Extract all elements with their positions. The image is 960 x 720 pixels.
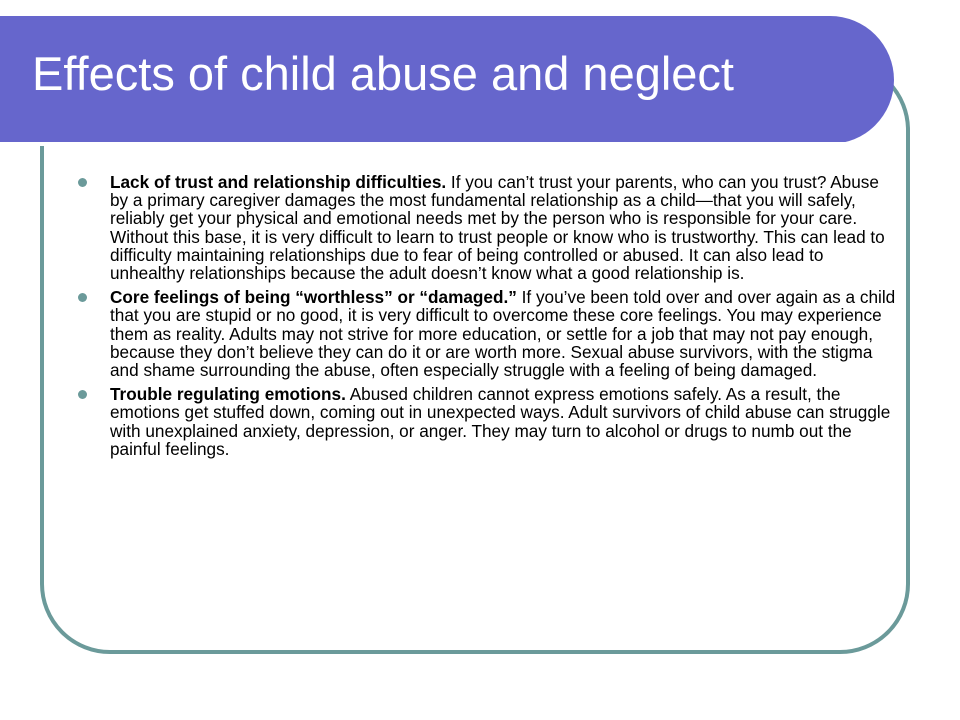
bullet-dot-icon — [78, 293, 87, 302]
bullet-text: Abused children cannot express emotions safely. As a result, the emotions get stuffed down, coming out in unexpected ways. Adult survivors of child abuse can struggle with unexplained anxiety, depression, or anger. They may turn to alcohol or drugs to numb out the painful feelings. — [110, 384, 891, 459]
bullet-heading: Core feelings of being “worthless” or “damaged.” — [110, 287, 517, 308]
bullet-dot-icon — [78, 390, 87, 399]
bullet-list — [76, 173, 896, 464]
bullet-dot-icon — [78, 178, 87, 187]
bullet-text: If you can’t trust your parents, who can you trust? Abuse by a primary caregiver damages the most fundamental relationship as a child—that you will safely, reliably get your physical and emotional needs met by the person who is responsible for your care. Without this base, it is very difficult to learn to trust people or know who is trustworthy. This can lead to difficulty maintaining relationships due to fear of being controlled or abused. It can also lead to unhealthy relationships because the adult doesn’t know what a good relationship is. — [110, 172, 885, 284]
bullet-item-trust — [76, 173, 896, 282]
bullet-heading: Lack of trust and relationship difficulties. — [110, 172, 447, 192]
bullet-item-emotions — [76, 385, 896, 458]
bullet-text: If you’ve been told over and over again as a child that you are stupid or no good, it is very difficult to overcome these core feelings. You may experience them as reality. Adults may not strive for more education, or settle for a job that may not pay enough, because they don’t believe they can do it or are worth more. Sexual abuse survivors, with the stigma and shame surrounding the abuse, often especially struggle with a feeling of being damaged. — [110, 287, 896, 381]
bullet-item-worthless — [76, 288, 896, 379]
title-underline — [0, 142, 848, 146]
bullet-heading: Trouble regulating emotions. — [110, 384, 346, 405]
slide-title: Effects of child abuse and neglect — [32, 47, 734, 100]
